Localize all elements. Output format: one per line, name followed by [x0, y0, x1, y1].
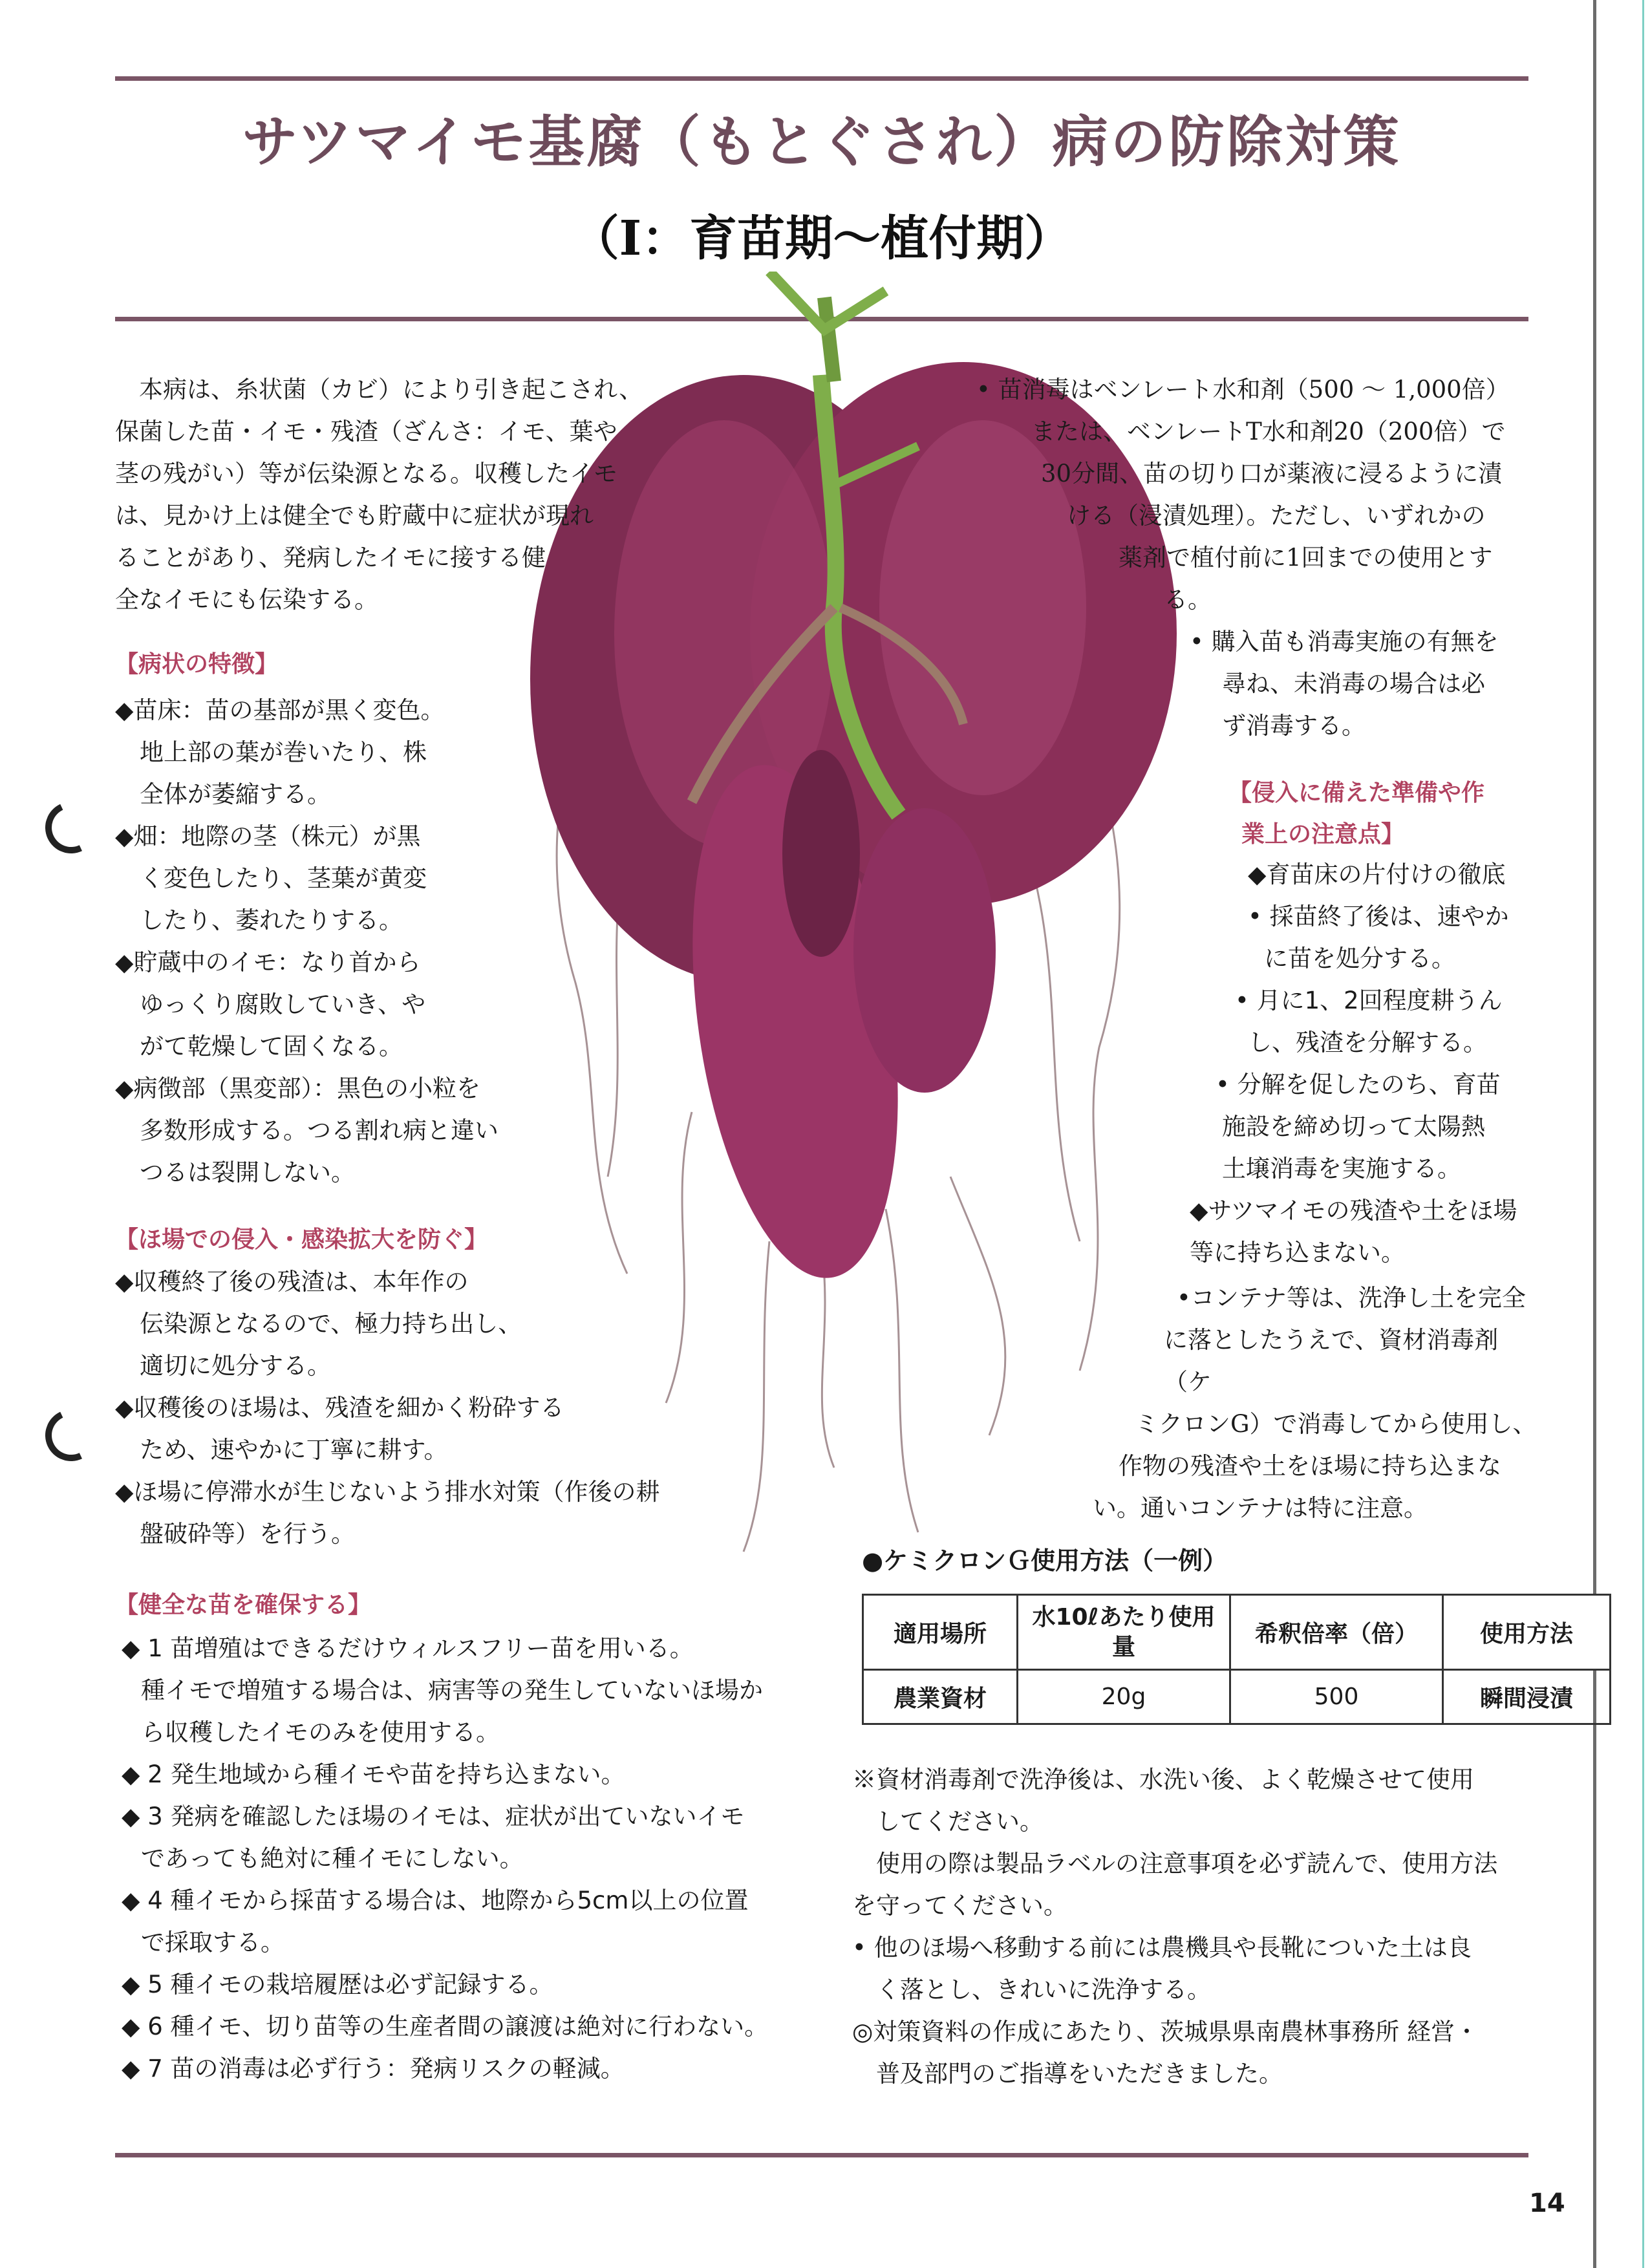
container-note: •コンテナ等は、洗浄し土を完全 に落としたうえで、資材消毒剤（ケ ミクロンG）で消毒してから使用し、 作物の残渣や土をほ場に持ち込まな い。通いコンテナは特に注意。 [1093, 1284, 1537, 1522]
table-cell-place: 農業資材 [863, 1670, 1018, 1724]
page-subtitle: （Ⅰ：育苗期〜植付期） [571, 211, 1073, 266]
table-cell-amount: 20g [1018, 1670, 1230, 1724]
prevent-heading-block [1228, 773, 1539, 855]
prevent-section: ◆育苗床の片付けの徹底 • 採苗終了後は、速やか に苗を処分する。 • 月に1、2回程度耕うん し、残渣を分解する。 • 分解を促したのち、育苗 施設を締め切って太陽熱 土壌消毒を実施する。 ◆サツマイモの残渣や土をほ場 等に持ち込まない。 [1190, 861, 1517, 1267]
symptoms-heading: 【病状の特徴】 [115, 651, 279, 678]
table-title: ●ケミクロンＧ使用方法（一例） [862, 1546, 1228, 1575]
notes-block: ※資材消毒剤で洗浄後は、水洗い後、よく乾燥させて使用 してください。 使用の際は製品ラベルの注意事項を必ず読んで、使用方法 を守ってください。 • 他のほ場へ移動する前には農機具や長靴についた土は良 く落とし、きれいに洗浄する。 ◎対策資料の作成にあたり、茨城県県南農林事務所 経営・ 普及部門のご指導をいただきました。 [852, 1766, 1498, 2088]
seedlings-section: 【健全な苗を確保する】 ◆ 1 苗増殖はできるだけウィルスフリー苗を用いる。 種イモで増殖する場合は、病害等の発生していないほ場か ら収穫したイモのみを使用する。 ◆ 2 発生地域から種イモや苗を持ち込まない。 ◆ 3 発病を確認したほ場のイモは、症状が出ていないイモ であっても絶対に種イモにしない。 ◆ 4 種イモから採苗する場合は、地際から5cm以上の位置 で採取する。 ◆ 5 種イモの栽培履歴は必ず記録する。 ◆ 6 種イモ、切り苗等の生産者間の譲渡は絶対に行わない。 ◆ 7 苗の消毒は必ず行う：発病リスクの軽減。 [115, 1587, 826, 2090]
table-cell-dilution: 500 [1230, 1670, 1443, 1724]
scan-edge [1593, 0, 1596, 2268]
binder-ring-icon [38, 795, 105, 861]
table-header-method: 使用方法 [1443, 1595, 1611, 1670]
kemikuron-usage-table [862, 1594, 1611, 1725]
table-header-place: 適用場所 [863, 1595, 1018, 1670]
intro-paragraph: 本病は、糸状菌（カビ）により引き起こされ、 保菌した苗・イモ・残渣（ざんさ：イモ、葉や 茎の残がい）等が伝染源となる。収穫したイモ は、見かけ上は健全でも貯蔵中に症状が現れ ることがあり、発病したイモに接する健 全なイモにも伝染する。 [115, 376, 643, 614]
scan-edge-color [1642, 0, 1644, 2268]
binder-ring-icon [38, 1402, 105, 1469]
table-cell-method: 瞬間浸漬 [1443, 1670, 1611, 1724]
seedlings-heading: 【健全な苗を確保する】 [115, 1592, 372, 1618]
field-heading: 【ほ場での侵入・感染拡大を防ぐ】 [115, 1226, 488, 1253]
table-header-amount: 水10ℓあたり使用量 [1018, 1595, 1230, 1670]
prevent-heading: 【侵入に備えた準備や作 業上の注意点】 [1228, 780, 1485, 848]
table-header-dilution: 希釈倍率（倍） [1230, 1595, 1443, 1670]
footer-rule [115, 2153, 1528, 2157]
page-number: 14 [1529, 2188, 1565, 2218]
symptoms-section: 【病状の特徴】 ◆苗床：苗の基部が黒く変色。 地上部の葉が巻いたり、株 全体が萎縮する。 ◆畑：地際の茎（株元）が黒 く変色したり、茎葉が黄変 したり、萎れたりする。 ◆貯蔵中のイモ：なり首から ゆっくり腐敗していき、や がて乾燥して固くなる。 ◆病徴部（黒変部）：黒色の小粒を 多数形成する。つる割れ病と違い つるは裂開しない。 [115, 647, 529, 1193]
top-rule [115, 76, 1528, 81]
field-section: 【ほ場での侵入・感染拡大を防ぐ】 ◆収穫終了後の残渣は、本年作の 伝染源となるので、極力持ち出し、 適切に処分する。 ◆収穫後のほ場は、残渣を細かく粉砕する ため、速やかに丁寧に耕す。 ◆ほ場に停滞水が生じないよう排水対策（作後の耕 盤破砕等）を行う。 [115, 1222, 762, 1555]
disinfect-paragraph: • 苗消毒はベンレート水和剤（500 〜 1,000倍） または、ベンレートT水和剤20（200倍）で 30分間、苗の切り口が薬液に浸るように漬 ける（浸漬処理）。ただし、いずれかの 薬剤で植付前に1回までの使用とす る。 • 購入苗も消毒実施の有無を 尋ね、未消毒の場合は必 ず消毒する。 [976, 376, 1510, 740]
page-title: サツマイモ基腐（もとぐされ）病の防除対策 [242, 109, 1402, 175]
